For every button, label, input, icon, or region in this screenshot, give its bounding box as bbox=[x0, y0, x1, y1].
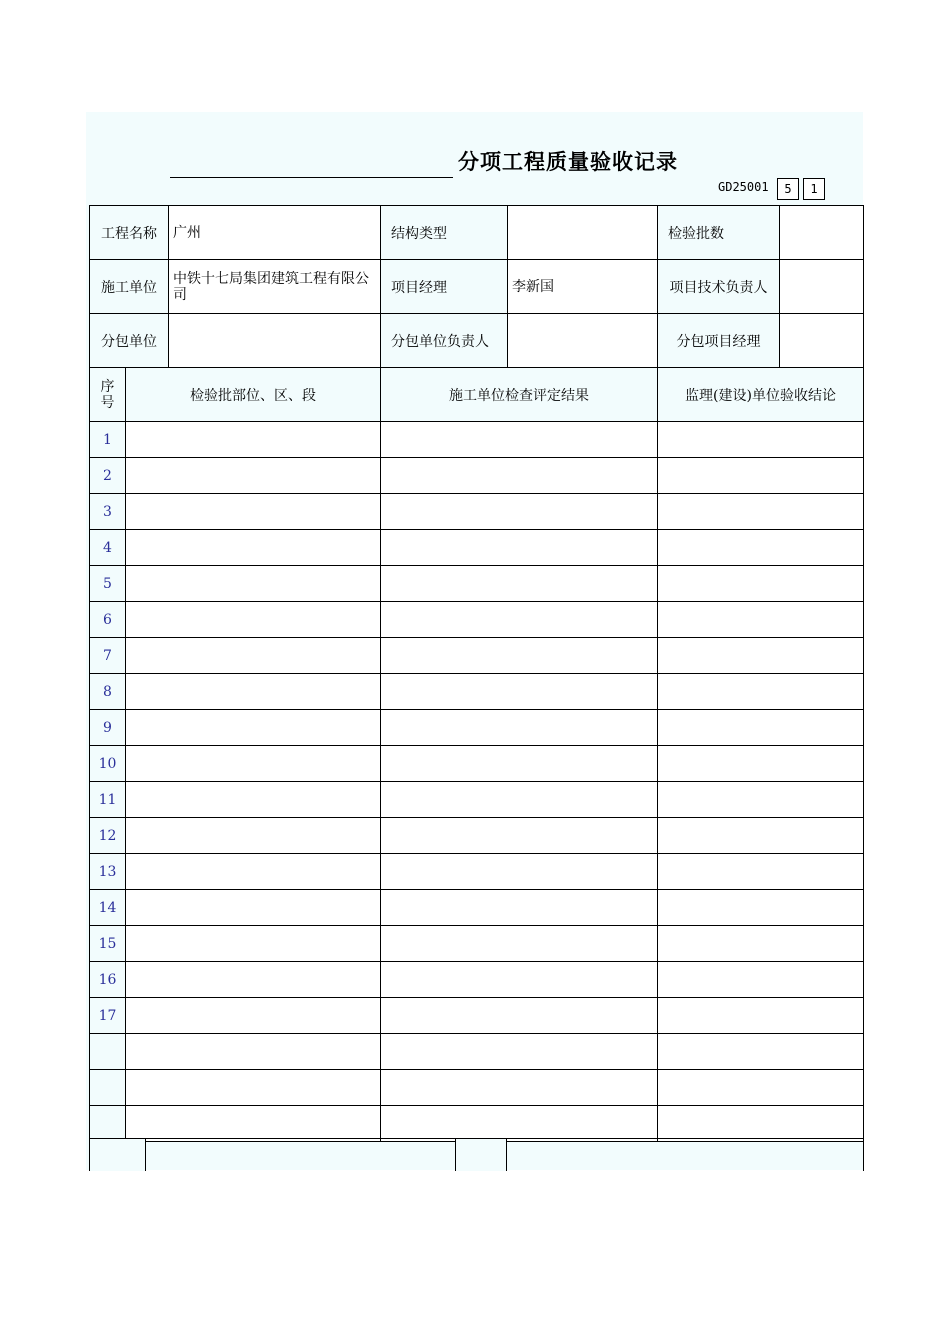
table-row bbox=[90, 962, 864, 998]
row-number: 11 bbox=[90, 782, 126, 818]
row-result-cell[interactable] bbox=[381, 818, 658, 854]
row-number: 5 bbox=[90, 566, 126, 602]
row-result-cell[interactable] bbox=[381, 674, 658, 710]
row-conclusion-cell[interactable] bbox=[658, 530, 864, 566]
footer-row bbox=[89, 1138, 864, 1171]
row-location-cell[interactable] bbox=[126, 998, 381, 1034]
tech-lead-label: 项目技术负责人 bbox=[658, 260, 780, 314]
subcontract-unit-value[interactable] bbox=[169, 314, 381, 368]
row-conclusion-cell[interactable] bbox=[658, 818, 864, 854]
table-row bbox=[90, 494, 864, 530]
table-row bbox=[90, 674, 864, 710]
project-name-value[interactable]: 广州 bbox=[169, 206, 381, 260]
row-location-cell[interactable] bbox=[126, 746, 381, 782]
project-manager-value[interactable]: 李新国 bbox=[508, 260, 658, 314]
table-row bbox=[90, 638, 864, 674]
row-conclusion-cell[interactable] bbox=[658, 710, 864, 746]
row-conclusion-cell[interactable] bbox=[658, 782, 864, 818]
structure-type-value[interactable] bbox=[508, 206, 658, 260]
row-number: 10 bbox=[90, 746, 126, 782]
row-result-cell[interactable] bbox=[381, 746, 658, 782]
row-conclusion-cell[interactable] bbox=[658, 926, 864, 962]
tech-lead-value[interactable] bbox=[780, 260, 864, 314]
construction-unit-value[interactable]: 中铁十七局集团建筑工程有限公司 bbox=[169, 260, 381, 314]
subcontract-lead-label: 分包单位负责人 bbox=[381, 314, 508, 368]
col-header-seq: 序号 bbox=[90, 368, 126, 422]
row-number: 2 bbox=[90, 458, 126, 494]
row-number: 6 bbox=[90, 602, 126, 638]
form-code-box-1[interactable]: 5 bbox=[777, 178, 799, 200]
info-row-2 bbox=[90, 260, 864, 314]
row-conclusion-cell[interactable] bbox=[658, 890, 864, 926]
row-location-cell[interactable] bbox=[126, 1070, 381, 1106]
row-result-cell[interactable] bbox=[381, 530, 658, 566]
table-row bbox=[90, 1034, 864, 1070]
row-conclusion-cell[interactable] bbox=[658, 962, 864, 998]
row-location-cell[interactable] bbox=[126, 422, 381, 458]
row-location-cell[interactable] bbox=[126, 566, 381, 602]
row-result-cell[interactable] bbox=[381, 1106, 658, 1142]
inspection-table bbox=[89, 205, 864, 1142]
form-code: GD25001 bbox=[718, 180, 769, 194]
row-number: 3 bbox=[90, 494, 126, 530]
row-location-cell[interactable] bbox=[126, 854, 381, 890]
footer-divider-3 bbox=[506, 1139, 507, 1171]
row-result-cell[interactable] bbox=[381, 890, 658, 926]
row-conclusion-cell[interactable] bbox=[658, 494, 864, 530]
row-result-cell[interactable] bbox=[381, 494, 658, 530]
row-location-cell[interactable] bbox=[126, 890, 381, 926]
row-result-cell[interactable] bbox=[381, 566, 658, 602]
batch-count-value[interactable] bbox=[780, 206, 864, 260]
table-row bbox=[90, 710, 864, 746]
row-result-cell[interactable] bbox=[381, 422, 658, 458]
info-row-3 bbox=[90, 314, 864, 368]
row-location-cell[interactable] bbox=[126, 710, 381, 746]
table-row bbox=[90, 458, 864, 494]
footer-divider-1 bbox=[145, 1139, 146, 1171]
footer-divider-4 bbox=[863, 1139, 864, 1171]
row-location-cell[interactable] bbox=[126, 458, 381, 494]
row-number: 15 bbox=[90, 926, 126, 962]
table-row bbox=[90, 746, 864, 782]
table-row bbox=[90, 422, 864, 458]
subcontract-pm-value[interactable] bbox=[780, 314, 864, 368]
row-number: 8 bbox=[90, 674, 126, 710]
row-result-cell[interactable] bbox=[381, 926, 658, 962]
table-row bbox=[90, 854, 864, 890]
footer-label-cell-1 bbox=[90, 1139, 145, 1171]
row-conclusion-cell[interactable] bbox=[658, 1034, 864, 1070]
subcontract-pm-label: 分包项目经理 bbox=[658, 314, 780, 368]
row-number bbox=[90, 1106, 126, 1142]
info-row-1 bbox=[90, 206, 864, 260]
row-number bbox=[90, 1070, 126, 1106]
subcontract-unit-label: 分包单位 bbox=[90, 314, 169, 368]
table-header-row bbox=[90, 368, 864, 422]
table-row bbox=[90, 1106, 864, 1142]
col-header-result: 施工单位检查评定结果 bbox=[381, 368, 658, 422]
row-conclusion-cell[interactable] bbox=[658, 998, 864, 1034]
row-location-cell[interactable] bbox=[126, 494, 381, 530]
row-number: 9 bbox=[90, 710, 126, 746]
row-conclusion-cell[interactable] bbox=[658, 566, 864, 602]
row-conclusion-cell[interactable] bbox=[658, 746, 864, 782]
row-result-cell[interactable] bbox=[381, 602, 658, 638]
row-number bbox=[90, 1034, 126, 1070]
table-row bbox=[90, 818, 864, 854]
row-number: 17 bbox=[90, 998, 126, 1034]
col-header-location: 检验批部位、区、段 bbox=[126, 368, 381, 422]
table-row bbox=[90, 1070, 864, 1106]
table-row bbox=[90, 926, 864, 962]
form-code-box-2[interactable]: 1 bbox=[803, 178, 825, 200]
project-manager-label: 项目经理 bbox=[381, 260, 508, 314]
batch-count-label: 检验批数 bbox=[658, 206, 780, 260]
row-result-cell[interactable] bbox=[381, 998, 658, 1034]
row-conclusion-cell[interactable] bbox=[658, 602, 864, 638]
row-result-cell[interactable] bbox=[381, 962, 658, 998]
footer-label-cell-2 bbox=[455, 1139, 506, 1171]
row-conclusion-cell[interactable] bbox=[658, 854, 864, 890]
project-name-label: 工程名称 bbox=[90, 206, 169, 260]
row-location-cell[interactable] bbox=[126, 530, 381, 566]
row-location-cell[interactable] bbox=[126, 602, 381, 638]
row-result-cell[interactable] bbox=[381, 1070, 658, 1106]
table-row bbox=[90, 566, 864, 602]
col-header-conclusion: 监理(建设)单位验收结论 bbox=[658, 368, 864, 422]
row-location-cell[interactable] bbox=[126, 674, 381, 710]
row-result-cell[interactable] bbox=[381, 638, 658, 674]
subcontract-lead-value[interactable] bbox=[508, 314, 658, 368]
row-conclusion-cell[interactable] bbox=[658, 638, 864, 674]
row-number: 13 bbox=[90, 854, 126, 890]
row-conclusion-cell[interactable] bbox=[658, 422, 864, 458]
row-result-cell[interactable] bbox=[381, 1034, 658, 1070]
construction-unit-label: 施工单位 bbox=[90, 260, 169, 314]
table-row bbox=[90, 998, 864, 1034]
row-location-cell[interactable] bbox=[126, 638, 381, 674]
row-location-cell[interactable] bbox=[126, 818, 381, 854]
table-body bbox=[90, 422, 864, 1142]
row-result-cell[interactable] bbox=[381, 458, 658, 494]
structure-type-label: 结构类型 bbox=[381, 206, 508, 260]
table-row bbox=[90, 890, 864, 926]
row-number: 1 bbox=[90, 422, 126, 458]
footer-divider-2 bbox=[455, 1139, 456, 1171]
row-number: 4 bbox=[90, 530, 126, 566]
row-number: 12 bbox=[90, 818, 126, 854]
table-row bbox=[90, 602, 864, 638]
row-number: 14 bbox=[90, 890, 126, 926]
row-conclusion-cell[interactable] bbox=[658, 1070, 864, 1106]
row-location-cell[interactable] bbox=[126, 962, 381, 998]
page-title: 分项工程质量验收记录 bbox=[458, 150, 678, 174]
row-conclusion-cell[interactable] bbox=[658, 458, 864, 494]
row-number: 7 bbox=[90, 638, 126, 674]
row-result-cell[interactable] bbox=[381, 710, 658, 746]
row-location-cell[interactable] bbox=[126, 782, 381, 818]
table-row bbox=[90, 530, 864, 566]
row-conclusion-cell[interactable] bbox=[658, 674, 864, 710]
table-row bbox=[90, 782, 864, 818]
row-conclusion-cell[interactable] bbox=[658, 1106, 864, 1142]
row-number: 16 bbox=[90, 962, 126, 998]
project-name-underline bbox=[170, 177, 453, 178]
row-location-cell[interactable] bbox=[126, 1106, 381, 1142]
row-result-cell[interactable] bbox=[381, 782, 658, 818]
row-location-cell[interactable] bbox=[126, 1034, 381, 1070]
row-location-cell[interactable] bbox=[126, 926, 381, 962]
row-result-cell[interactable] bbox=[381, 854, 658, 890]
